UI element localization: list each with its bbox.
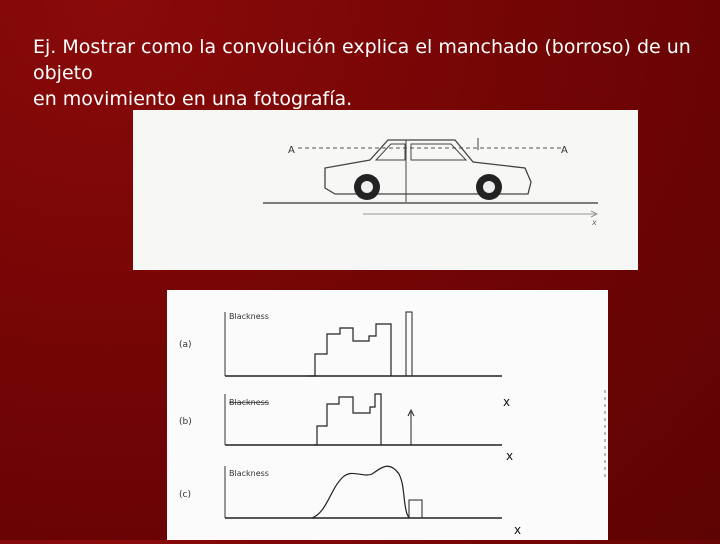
- plots-drawing: [167, 290, 608, 540]
- plot-b: [179, 394, 510, 445]
- label-a-right: A: [561, 145, 568, 156]
- y-label-c: Blackness: [229, 469, 269, 478]
- label-a-left: A: [288, 145, 295, 156]
- y-label-b: Blackness: [229, 398, 269, 407]
- x-label-c: x: [506, 449, 514, 463]
- slide-title: [33, 34, 713, 112]
- plot-a: [179, 312, 502, 376]
- y-label-a: Blackness: [229, 312, 269, 321]
- panel-label-c: (c): [179, 490, 191, 500]
- car-figure: [133, 110, 638, 270]
- blackness-plots: [167, 290, 608, 540]
- title-line-2: en movimiento en una fotografía.: [33, 88, 353, 110]
- panel-label-b: (b): [179, 417, 192, 427]
- blurred-profile-c: [312, 466, 409, 518]
- x-label-b: x: [503, 395, 511, 409]
- profile-a: [307, 324, 391, 376]
- profile-b: [314, 394, 381, 445]
- panel-label-a: (a): [179, 340, 192, 350]
- title-line-1: Ej. Mostrar como la convolución explica el manchado (borroso) de un objeto: [33, 36, 691, 84]
- car-hub-front: [361, 181, 373, 193]
- car-drawing: [133, 110, 638, 270]
- axis-label: x: [592, 218, 597, 227]
- car-hub-rear: [483, 181, 495, 193]
- impulse-a: [406, 312, 412, 376]
- car-window-front: [376, 144, 405, 160]
- x-label-bottom: x: [514, 523, 522, 537]
- plot-c: [179, 449, 521, 537]
- car-window-rear: [411, 144, 466, 160]
- pulse-c: [409, 500, 422, 518]
